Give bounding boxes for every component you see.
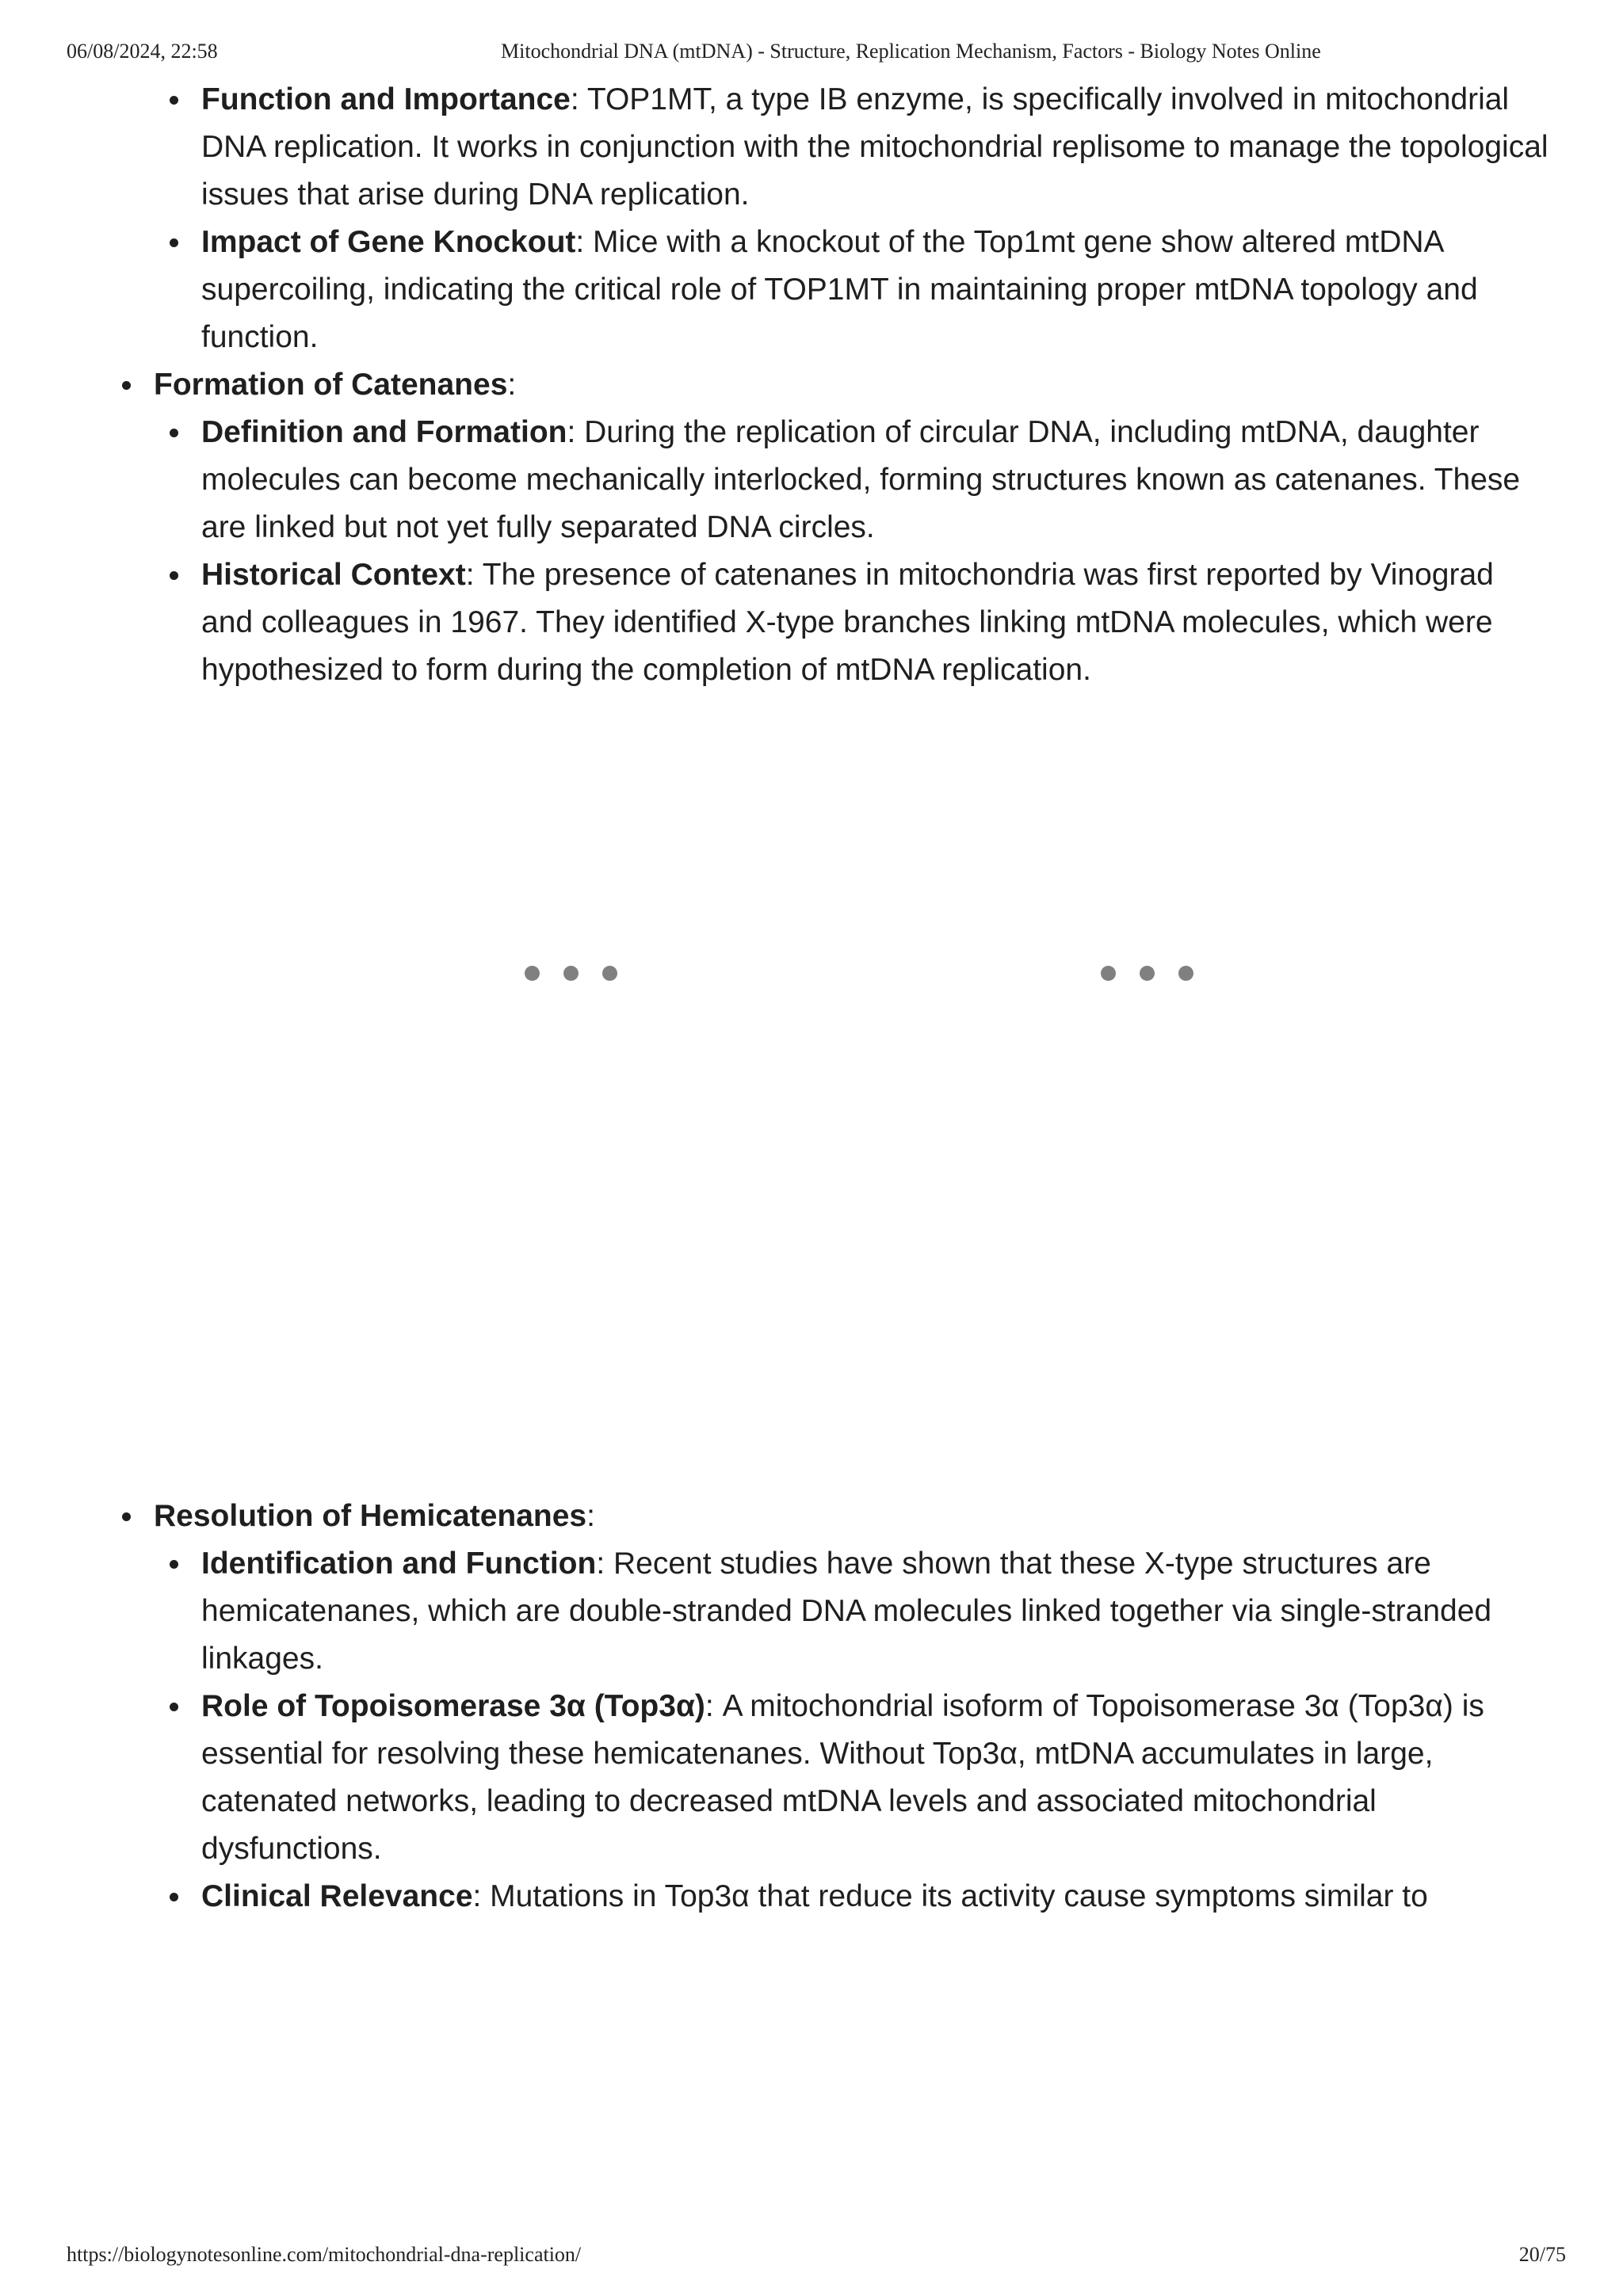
catenanes-section	[0, 361, 1623, 694]
print-header-datetime: 06/08/2024, 22:58	[67, 40, 218, 63]
list-item-clinical-relevance	[201, 1873, 1549, 1920]
print-footer-page-number: 20/75	[1518, 2243, 1566, 2266]
list-item-role-of-top3a	[201, 1683, 1549, 1873]
term-function-importance: Function and Importance	[201, 82, 571, 116]
list-item-identification-function	[201, 1540, 1549, 1683]
desc-definition-formation: : During the replication of circular DNA, including mtDNA, daughter molecules can become mechanically interlocked, forming structures known as catenanes. These are linked but not yet fully separated DNA circles.	[201, 415, 1521, 544]
print-header-title: Mitochondrial DNA (mtDNA) - Structure, Replication Mechanism, Factors - Biology Notes Online	[501, 40, 1321, 63]
catenanes-list	[0, 361, 1623, 409]
term-clinical-relevance: Clinical Relevance	[201, 1879, 473, 1913]
term-role-of-top3a: Role of Topoisomerase 3α (Top3α)	[201, 1689, 705, 1723]
desc-historical-context: : The presence of catenanes in mitochondria was first reported by Vinograd and colleagues in 1967. They identified X-type branches linking mtDNA molecules, which were hypothesized to form during the completion of mtDNA replication.	[201, 558, 1494, 687]
list-item-resolution-of-hemicatenanes	[154, 1493, 1564, 1540]
catenanes-sublist	[0, 409, 1623, 694]
desc-clinical-relevance: : Mutations in Top3α that reduce its activity cause symptoms similar to	[472, 1879, 1428, 1913]
top1mt-sublist	[0, 76, 1623, 361]
list-item-formation-of-catenanes	[154, 361, 1564, 409]
list-item-gene-knockout	[201, 219, 1549, 361]
term-identification-function: Identification and Function	[201, 1547, 597, 1581]
list-item-function-importance	[201, 76, 1549, 219]
term-definition-formation: Definition and Formation	[201, 415, 567, 449]
desc-role-of-top3a: : A mitochondrial isoform of Topoisomerase 3α (Top3α) is essential for resolving these hemicatenanes. Without Top3α, mtDNA accumulates in large, catenated networks, leading to decreased mtDNA levels and associated mitochondrial dysfunctions.	[201, 1689, 1484, 1866]
suffix-formation-of-catenanes: :	[507, 368, 517, 402]
desc-gene-knockout: : Mice with a knockout of the Top1mt gene show altered mtDNA supercoiling, indicating the critical role of TOP1MT in maintaining proper mtDNA topology and function.	[201, 225, 1478, 354]
hemicatenanes-sublist	[0, 1540, 1623, 1920]
embedded-content-placeholder	[0, 713, 1623, 1505]
top1mt-subsection	[0, 76, 1623, 361]
term-historical-context: Historical Context	[201, 558, 466, 592]
list-item-definition-formation	[201, 409, 1549, 551]
list-item-historical-context	[201, 551, 1549, 694]
loading-dots-icon	[1101, 966, 1193, 981]
hemicatenanes-list	[0, 1493, 1623, 1540]
hemicatenanes-section	[0, 1493, 1623, 1920]
loading-dots-icon	[525, 966, 617, 981]
term-resolution-of-hemicatenanes: Resolution of Hemicatenanes	[154, 1499, 587, 1533]
suffix-resolution-of-hemicatenanes: :	[586, 1499, 595, 1533]
term-gene-knockout: Impact of Gene Knockout	[201, 225, 576, 259]
desc-function-importance: : TOP1MT, a type IB enzyme, is specifically involved in mitochondrial DNA replication. It works in conjunction with the mitochondrial replisome to manage the topological issues that arise during DNA replication.	[201, 82, 1549, 212]
desc-identification-function: : Recent studies have shown that these X-type structures are hemicatenanes, which are double-stranded DNA molecules linked together via single-stranded linkages.	[201, 1547, 1492, 1676]
print-footer-url: https://biologynotesonline.com/mitochondrial-dna-replication/	[67, 2243, 582, 2266]
term-formation-of-catenanes: Formation of Catenanes	[154, 368, 508, 402]
